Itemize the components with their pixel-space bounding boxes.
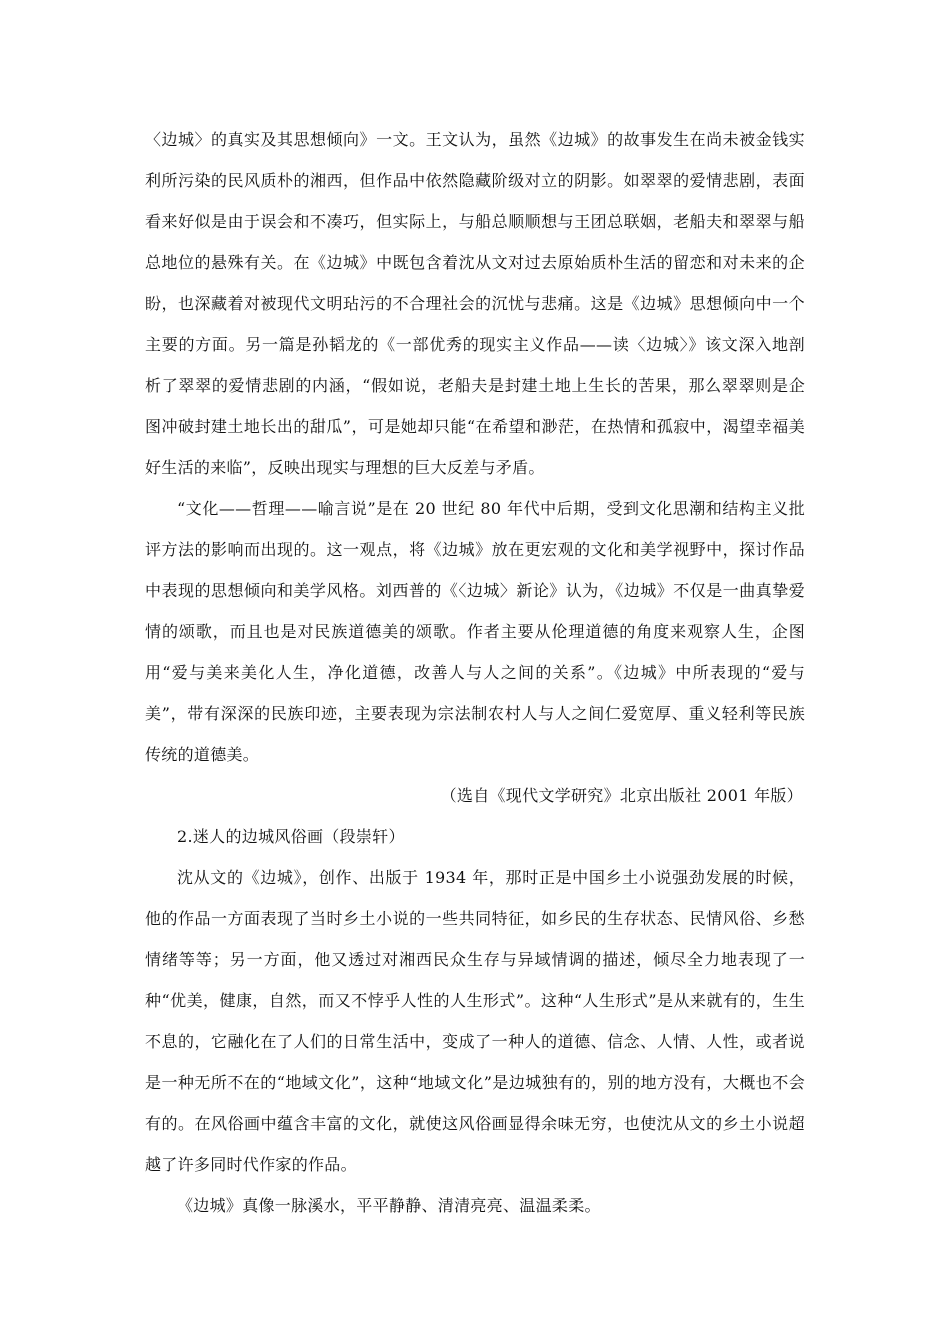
- paragraph-culture-theory: “文化——哲理——喻言说”是在 20 世纪 80 年代中后期，受到文化思潮和结构主义批评方法的影响而出现的。这一观点，将《边城》放在更宏观的文化和美学视野中，探讨作品中表现的思想倾向和美学风格。刘西普的《〈边城〉新论》认为，《边城》不仅是一曲真挚爱情的颂歌，而且也是对民族道德美的颂歌。作者主要从伦理道德的角度来观察人生，企图用“爱与美来美化人生，净化道德，改善人与人之间的关系”。《边城》中所表现的“爱与美”，带有深深的民族印迹，主要表现为宗法制农村人与人之间仁爱宽厚、重义轻利等民族传统的道德美。: [145, 499, 805, 764]
- document-body: [145, 119, 805, 1226]
- paragraph-continued: 〈边城〉的真实及其思想倾向》一文。王文认为，虽然《边城》的故事发生在尚未被金钱实利所污染的民风质朴的湘西，但作品中依然隐藏阶级对立的阴影。如翠翠的爱情悲剧，表面看来好似是由于误会和不凑巧，但实际上，与船总顺顺想与王团总联姻，老船夫和翠翠与船总地位的悬殊有关。在《边城》中既包含着沈从文对过去原始质朴生活的留恋和对未来的企盼，也深藏着对被现代文明玷污的不合理社会的沉忧与悲痛。这是《边城》思想倾向中一个主要的方面。另一篇是孙韬龙的《一部优秀的现实主义作品——读〈边城〉》该文深入地剖析了翠翠的爱情悲剧的内涵，“假如说，老船夫是封建土地上生长的苦果，那么翠翠则是企图冲破封建土地长出的甜瓜”，可是她却只能“在希望和渺茫，在热情和孤寂中，渴望幸福美好生活的来临”，反映出现实与理想的巨大反差与矛盾。: [145, 130, 805, 477]
- paragraph-folk-customs: 沈从文的《边城》，创作、出版于 1934 年，那时正是中国乡土小说强劲发展的时候，他的作品一方面表现了当时乡土小说的一些共同特征，如乡民的生存状态、民情风俗、乡愁情绪等等；另一方面，他又透过对湘西民众生存与异域情调的描述，倾尽全力地表现了一种“优美，健康，自然，而又不悖乎人性的人生形式”。这种“人生形式”是从来就有的，生生不息的，它融化在了人们的日常生活中，变成了一种人的道德、信念、人情、人性，或者说是一种无所不在的“地域文化”，这种“地域文化”是边城独有的，别的地方没有，大概也不会有的。在风俗画中蕴含丰富的文化，就使这风俗画显得余味无穷，也使沈从文的乡土小说超越了许多同时代作家的作品。: [145, 868, 805, 1174]
- source-citation: （选自《现代文学研究》北京出版社 2001 年版）: [440, 786, 803, 805]
- section-heading: 2.迷人的边城风俗画（段崇轩）: [177, 827, 405, 846]
- paragraph-stream-metaphor: 《边城》真像一脉溪水，平平静静、清清亮亮、温温柔柔。: [177, 1196, 601, 1215]
